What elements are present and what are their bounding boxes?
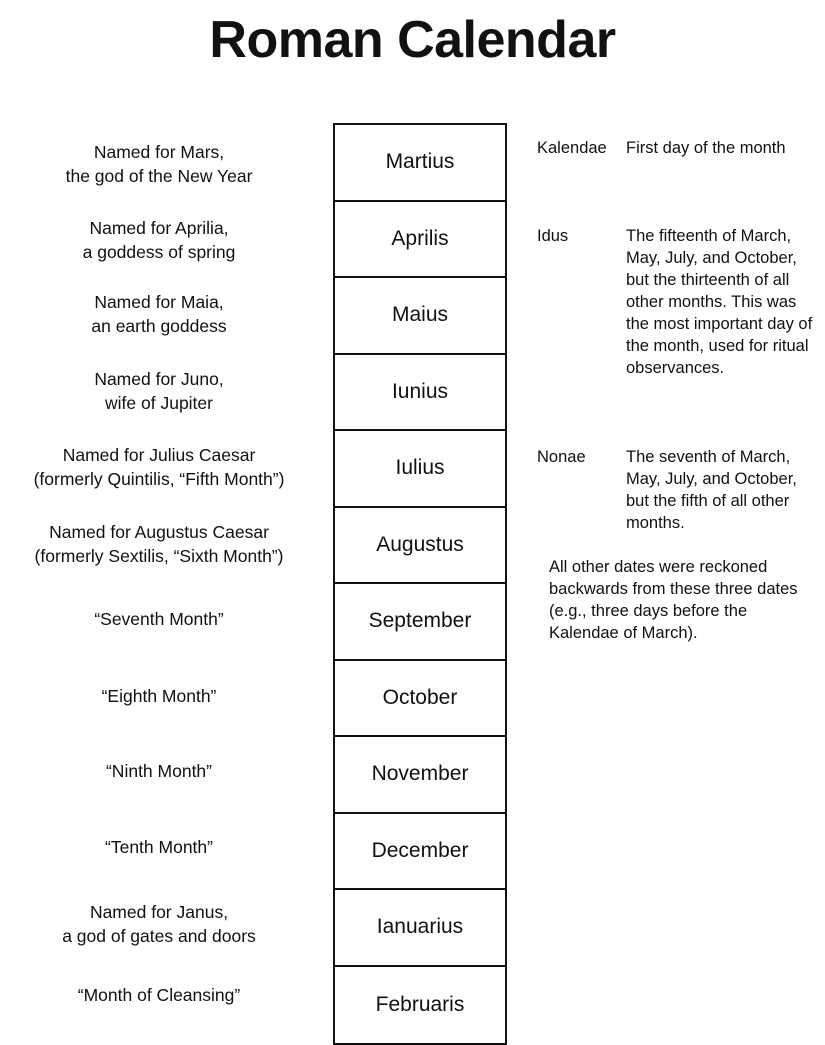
month-cell-ianuarius: Ianuarius <box>335 890 505 967</box>
month-cell-martius: Martius <box>335 125 505 202</box>
origin-line: a god of gates and doors <box>62 926 256 946</box>
month-cell-october: October <box>335 661 505 738</box>
origin-line: “Ninth Month” <box>105 761 212 781</box>
month-origin-november <box>0 759 318 783</box>
month-origin-september <box>0 607 318 631</box>
origin-line: Named for Janus, <box>89 902 229 922</box>
month-cell-november: November <box>335 737 505 814</box>
month-cell-iunius: Iunius <box>335 355 505 432</box>
month-cell-augustus: Augustus <box>335 508 505 585</box>
origin-line: Named for Mars, <box>93 142 225 162</box>
origin-line: “Tenth Month” <box>105 837 213 857</box>
term-idus: Idus <box>537 227 569 245</box>
origin-line: an earth goddess <box>91 316 227 336</box>
month-cell-februaris: Februaris <box>375 992 465 1016</box>
month-origin-iunius <box>0 367 318 415</box>
origin-line: (formerly Sextilis, “Sixth Month”) <box>34 546 284 566</box>
origin-line: Named for Aprilia, <box>89 218 229 238</box>
origin-line: Named for Julius Caesar <box>62 445 256 465</box>
origin-line: Named for Augustus Caesar <box>49 522 269 542</box>
month-cell-maius: Maius <box>335 278 505 355</box>
definition-nonae: The seventh of March, May, July, and October, but the fifth of all other months. <box>626 448 797 532</box>
origin-line: “Eighth Month” <box>101 686 217 706</box>
month-origin-augustus <box>0 520 318 568</box>
month-origin-februaris <box>0 983 318 1007</box>
month-column <box>333 123 507 1045</box>
month-cell-december: December <box>335 814 505 891</box>
month-cell-iulius: Iulius <box>335 431 505 508</box>
origin-line: “Month of Cleansing” <box>77 985 241 1005</box>
month-origin-december <box>0 835 318 859</box>
term-kalendae: Kalendae <box>537 139 607 157</box>
reckoning-note: All other dates were reckoned backwards from these three dates (e.g., three days before the Kalendae of March). <box>549 558 798 642</box>
origin-line: wife of Jupiter <box>105 393 213 413</box>
term-nonae: Nonae <box>537 448 586 466</box>
origin-line: “Seventh Month” <box>94 609 224 629</box>
month-origin-iulius <box>0 443 318 491</box>
month-origin-october <box>0 684 318 708</box>
definition-kalendae: First day of the month <box>626 139 786 157</box>
page-title: Roman Calendar <box>209 11 616 69</box>
month-origin-ianuarius <box>0 900 318 948</box>
month-cell-september: September <box>335 584 505 661</box>
origin-line: the god of the New Year <box>65 166 253 186</box>
origin-line: a goddess of spring <box>82 242 236 262</box>
origin-line: (formerly Quintilis, “Fifth Month”) <box>33 469 285 489</box>
origin-line: Named for Maia, <box>94 292 224 312</box>
definition-idus: The fifteenth of March, May, July, and October, but the thirteenth of all other months. This was the most important day of the month, used for ritual observances. <box>626 227 813 377</box>
month-origin-aprilis <box>0 216 318 264</box>
month-cell-aprilis: Aprilis <box>335 202 505 279</box>
origin-line: Named for Juno, <box>94 369 224 389</box>
month-origin-maius <box>0 290 318 338</box>
month-origin-martius <box>0 140 318 188</box>
